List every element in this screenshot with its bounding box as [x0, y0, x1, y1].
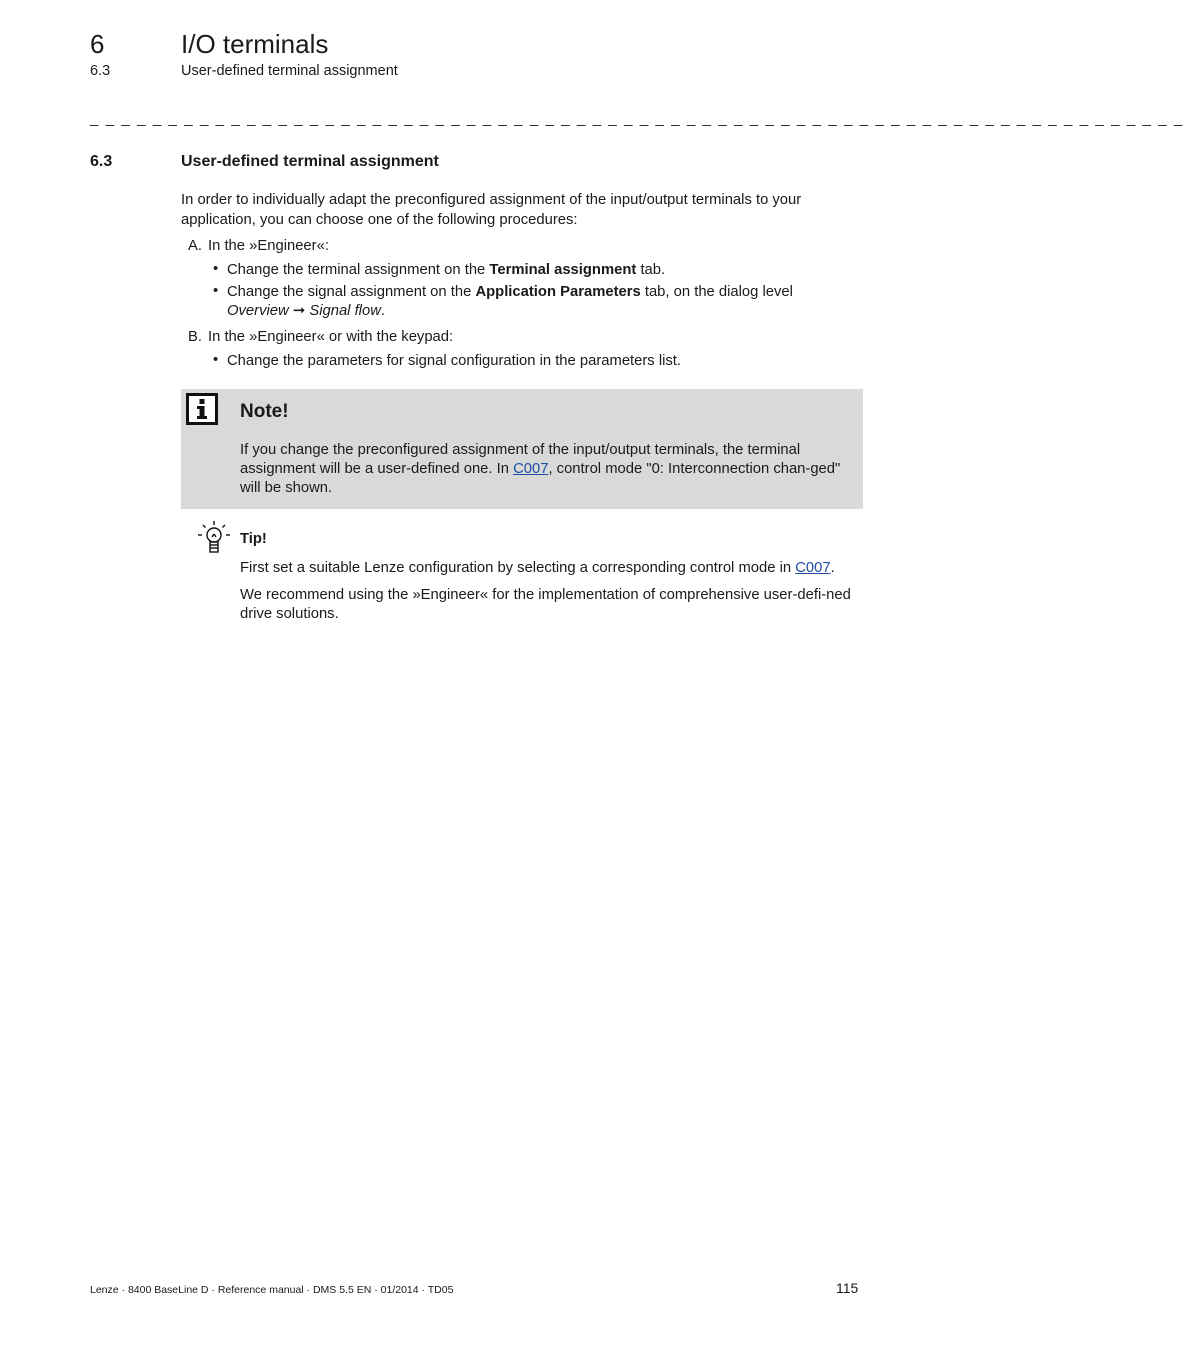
header-section-title: User-defined terminal assignment	[181, 63, 398, 79]
step-letter-a: A.	[188, 238, 202, 254]
page-number: 115	[836, 1280, 859, 1296]
lightbulb-icon	[196, 520, 232, 556]
step-text-a: In the »Engineer«:	[208, 238, 329, 254]
tip-paragraph: First set a suitable Lenze configuration by selecting a corresponding control mode in C007.	[240, 560, 835, 576]
intro-paragraph: In order to individually adapt the preconfigured assignment of the input/output terminals to your application, you can choose one of the following procedures:	[181, 192, 802, 228]
list-item-text: Change the signal assignment on the	[227, 284, 476, 300]
bullet-dot: •	[213, 283, 219, 299]
list-item	[227, 261, 857, 280]
dialog-level-name: Signal flow	[309, 303, 381, 319]
chapter-number: 6	[90, 29, 105, 59]
header-section-number: 6.3	[90, 63, 111, 79]
list-item-emphasis: Terminal assignment	[489, 262, 637, 278]
tip-paragraph: We recommend using the »Engineer« for the implementation of comprehensive user-defi-ned drive solutions.	[240, 587, 851, 622]
section-title: User-defined terminal assignment	[181, 153, 439, 170]
parameter-link-c007[interactable]: C007	[513, 461, 549, 477]
bullet-dot: •	[213, 352, 219, 368]
list-item-text: .	[380, 303, 386, 319]
header-divider: _ _ _ _ _ _ _ _ _ _ _ _ _ _ _ _ _ _ _ _ _ _ _ _ _ _ _ _ _ _ _ _ _ _ _ _ _ _ _ _ _ _ _ _ _ _ _ _ _ _ _ _ _ _ _ _ _ _ _ _ _ _ _ _ _ _ _ _ _ _	[90, 110, 1184, 127]
note-title: Note!	[240, 401, 289, 422]
section-number: 6.3	[90, 153, 113, 170]
list-item: Change the parameters for signal configuration in the parameters list.	[227, 353, 682, 369]
tip-title: Tip!	[240, 531, 267, 547]
list-item-text: tab, on the dialog level	[640, 284, 793, 300]
info-icon	[186, 393, 218, 425]
step-letter-b: B.	[188, 329, 202, 345]
dialog-level-name: Overview	[227, 303, 289, 319]
step-text-b: In the »Engineer« or with the keypad:	[208, 329, 454, 345]
bullet-dot: •	[213, 261, 219, 277]
footer-document-info: Lenze · 8400 BaseLine D · Reference manual · DMS 5.5 EN · 01/2014 · TD05	[90, 1284, 454, 1296]
chapter-title: I/O terminals	[181, 29, 329, 59]
parameter-link-c007[interactable]: C007	[795, 560, 831, 576]
arrow-icon: ➞	[292, 303, 306, 319]
list-item	[227, 283, 857, 321]
list-item-text: tab.	[636, 262, 666, 278]
list-item-emphasis: Application Parameters	[475, 284, 641, 300]
list-item-text: Change the terminal assignment on the	[227, 262, 490, 278]
note-text: If you change the preconfigured assignment of the input/output terminals, the terminal assignment will be a user-defined one. In C007, control mode "0: Interconnection chan-ged" will be shown.	[240, 442, 841, 496]
